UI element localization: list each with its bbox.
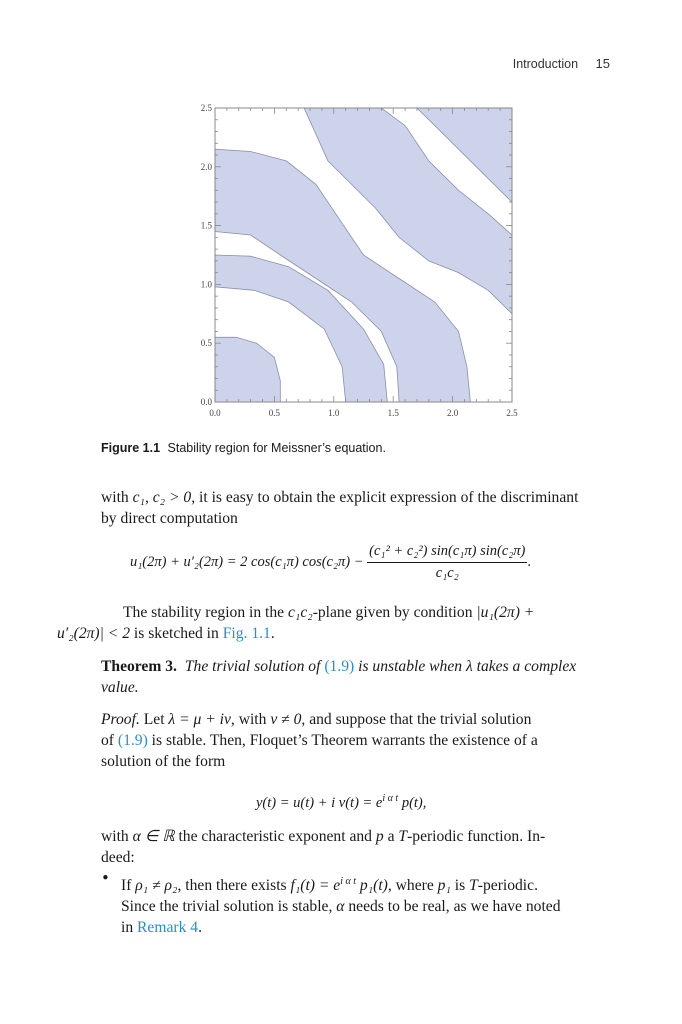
bullet-item-1: If ρ₁ ≠ ρ₂, then there exists $f_1(t) = e^{i \alpha t}$ p₁(t), where p₁ is T-periodic. Since the trivial solution is stable, α needs to be real, as we have noted in Remark 4. xyxy=(121,876,561,937)
x-tick-label: 2.5 xyxy=(506,408,518,418)
x-tick-label: 1.0 xyxy=(328,408,340,418)
paragraph-3: with α ∈ ℝ the characteristic exponent and p a T-periodic function. In- deed: xyxy=(101,828,546,866)
equation-fraction: $\frac{\text{(c₁² + c₂²) sin(c₁π) sin(c₂π)}}{\text{c₁c₂}}$ xyxy=(369,543,526,581)
x-tick-label: 0.5 xyxy=(268,408,281,418)
section-title: Introduction xyxy=(512,57,579,71)
proof-paragraph: Proof. Let λ = μ + iν, with ν ≠ 0, and suppose that the trivial solution of (1.9) is stable. Then, Floquet’s Theorem warrants the existence of a solution of the form xyxy=(101,711,538,770)
y-tick-label: 0.0 xyxy=(200,397,212,407)
eq-ref-link[interactable]: (1.9) xyxy=(324,658,355,675)
y-tick-label: 1.0 xyxy=(200,279,212,290)
stability-region-figure xyxy=(0,0,682,440)
y-tick-label: 2.5 xyxy=(200,103,212,113)
bullet-dot: • xyxy=(101,869,110,887)
proof-label: Proof. xyxy=(101,711,140,728)
x-tick-label: 2.0 xyxy=(446,408,459,418)
x-tick-labels xyxy=(209,408,518,418)
paragraph-2: The stability region in the c₁c₂-plane given by condition |u₁(2π) + u′₂(2π)| < 2 is sketched in Fig. 1.1. xyxy=(57,604,535,642)
paragraph-1: with c₁, c₂ > 0, it is easy to obtain the explicit expression of the discriminant by direct computation xyxy=(101,489,579,527)
equation-solution-form: y(t) = u(t) + i $v(t) = e^{i \alpha t}$ p(t), xyxy=(256,793,427,811)
y-tick-label: 0.5 xyxy=(200,338,212,349)
fig-link[interactable]: Fig. 1.1 xyxy=(222,625,271,642)
region-1 xyxy=(215,337,280,402)
region-group xyxy=(215,108,512,402)
caption-text: Stability region for Meissner’s equation. xyxy=(167,441,386,455)
x-tick-label: 1.5 xyxy=(387,408,399,418)
equation-discriminant: u₁(2π) + u′₂(2π) = 2 cos(c₁π) cos(c₂π) − $\frac{\text{(c₁² + c₂²) sin(c₁π) sin(c₂π)}}{\text{c₁c₂}}$ . xyxy=(130,543,532,581)
y-tick-label: 2.0 xyxy=(200,161,212,172)
y-tick-labels xyxy=(201,103,213,407)
figure-caption xyxy=(101,441,386,455)
theorem-title: Theorem 3. xyxy=(101,658,177,675)
remark-link[interactable]: Remark 4 xyxy=(137,919,199,937)
y-tick-label: 1.5 xyxy=(200,220,212,231)
page-number: 15 xyxy=(595,56,610,71)
eq-ref-link-2[interactable]: (1.9) xyxy=(117,732,148,749)
x-tick-label: 0.0 xyxy=(209,408,221,418)
figure-label: Figure 1.1 xyxy=(101,441,161,455)
theorem-3: Theorem 3. The trivial solution of (1.9) is unstable when λ takes a complex value. xyxy=(101,658,577,696)
